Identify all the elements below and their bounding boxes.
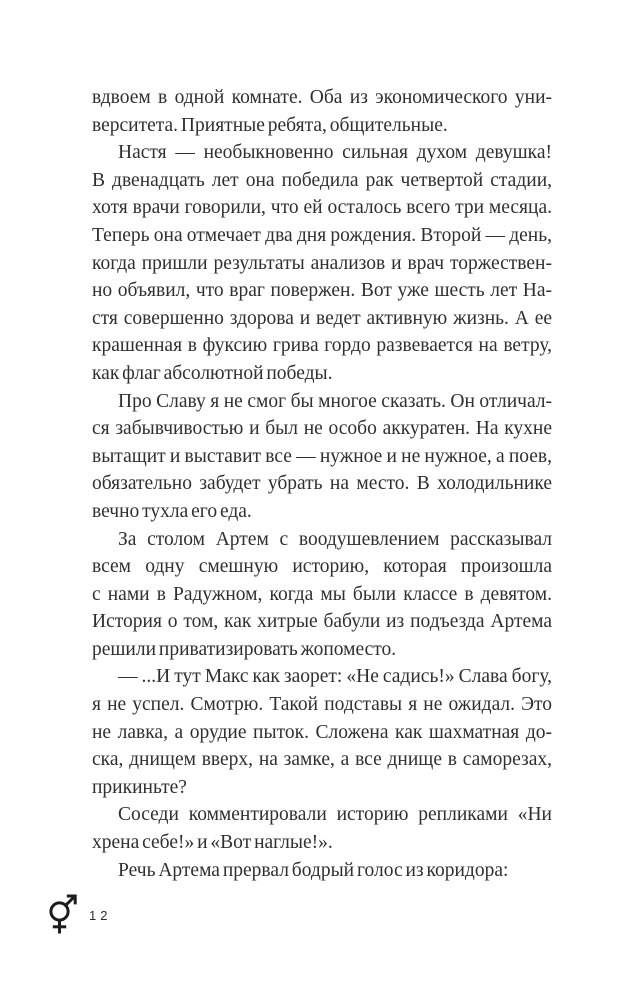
page-number: 12 [89,908,112,923]
paragraph [92,857,552,885]
text-line: Речь Артема прервал бодрый голос из коридора: [118,859,509,881]
text-line: но объявил, что враг повержен. Вот уже шесть лет На- [92,280,552,302]
text-line: В двенадцать лет она победила рак четвертой стадии, [92,169,552,191]
text-line: с нами в Радужном, когда мы были классе в девятом. [92,583,552,605]
text-line: я не успел. Смотрю. Такой подставы я не ожидал. Это [92,694,552,716]
paragraph [92,663,552,801]
text-line: хотя врачи говорили, что ей осталось всего три месяца. [92,197,552,219]
paragraph [92,388,552,526]
text-line: Настя — необыкновенно сильная духом девушка! [118,142,552,164]
text-line: — ...И тут Макс как заорет: «Не садись!» Слава богу, [118,666,552,688]
text-line: вытащит и выставит все — нужное и не нужное, а поев, [92,445,552,467]
text-line: ся забывчивостью и был не особо аккуратен. На кухне [92,418,552,440]
text-line: Соседи комментировали историю репликами «Ни [118,804,552,826]
text-line: ска, днищем вверх, на замке, а все днище в саморезах, [92,749,552,771]
text-line: крашенная в фуксию грива гордо развевается на ветру, [92,335,552,357]
text-line: вечно тухла его еда. [92,500,252,522]
paragraph [92,526,552,664]
text-line: всем одну смешную историю, которая произошла [92,556,552,578]
paragraph [92,84,552,139]
paragraph [92,139,552,387]
text-line: Теперь она отмечает два дня рождения. Второй — день, [92,224,552,246]
male-and-female-sign-icon [47,891,78,935]
text-line: обязательно забудет убрать на место. В холодильнике [92,473,552,495]
text-line: верситета. Приятные ребята, общительные. [92,114,448,136]
text-line: не лавка, а орудие пыток. Сложена как шахматная до- [92,721,552,743]
text-line: когда пришли результаты анализов и врач торжествен- [92,252,552,274]
page-footer [47,891,111,935]
paragraph [92,801,552,856]
text-line: вдвоем в одной комнате. Оба из экономического уни- [92,87,552,108]
page-text [92,84,552,884]
text-line: хрена себе!» и «Вот наглые!». [92,832,333,854]
text-line: прикиньте? [92,776,187,798]
text-line: как флаг абсолютной победы. [92,362,333,384]
text-line: История о том, как хитрые бабули из подъезда Артема [92,611,552,633]
text-line: За столом Артем с воодушевлением рассказывал [118,528,552,550]
text-line: стя совершенно здорова и ведет активную жизнь. А ее [92,307,552,329]
text-line: Про Славу я не смог бы многое сказать. Он отличал- [118,390,552,412]
text-line: решили приватизировать жопоместо. [92,638,397,660]
